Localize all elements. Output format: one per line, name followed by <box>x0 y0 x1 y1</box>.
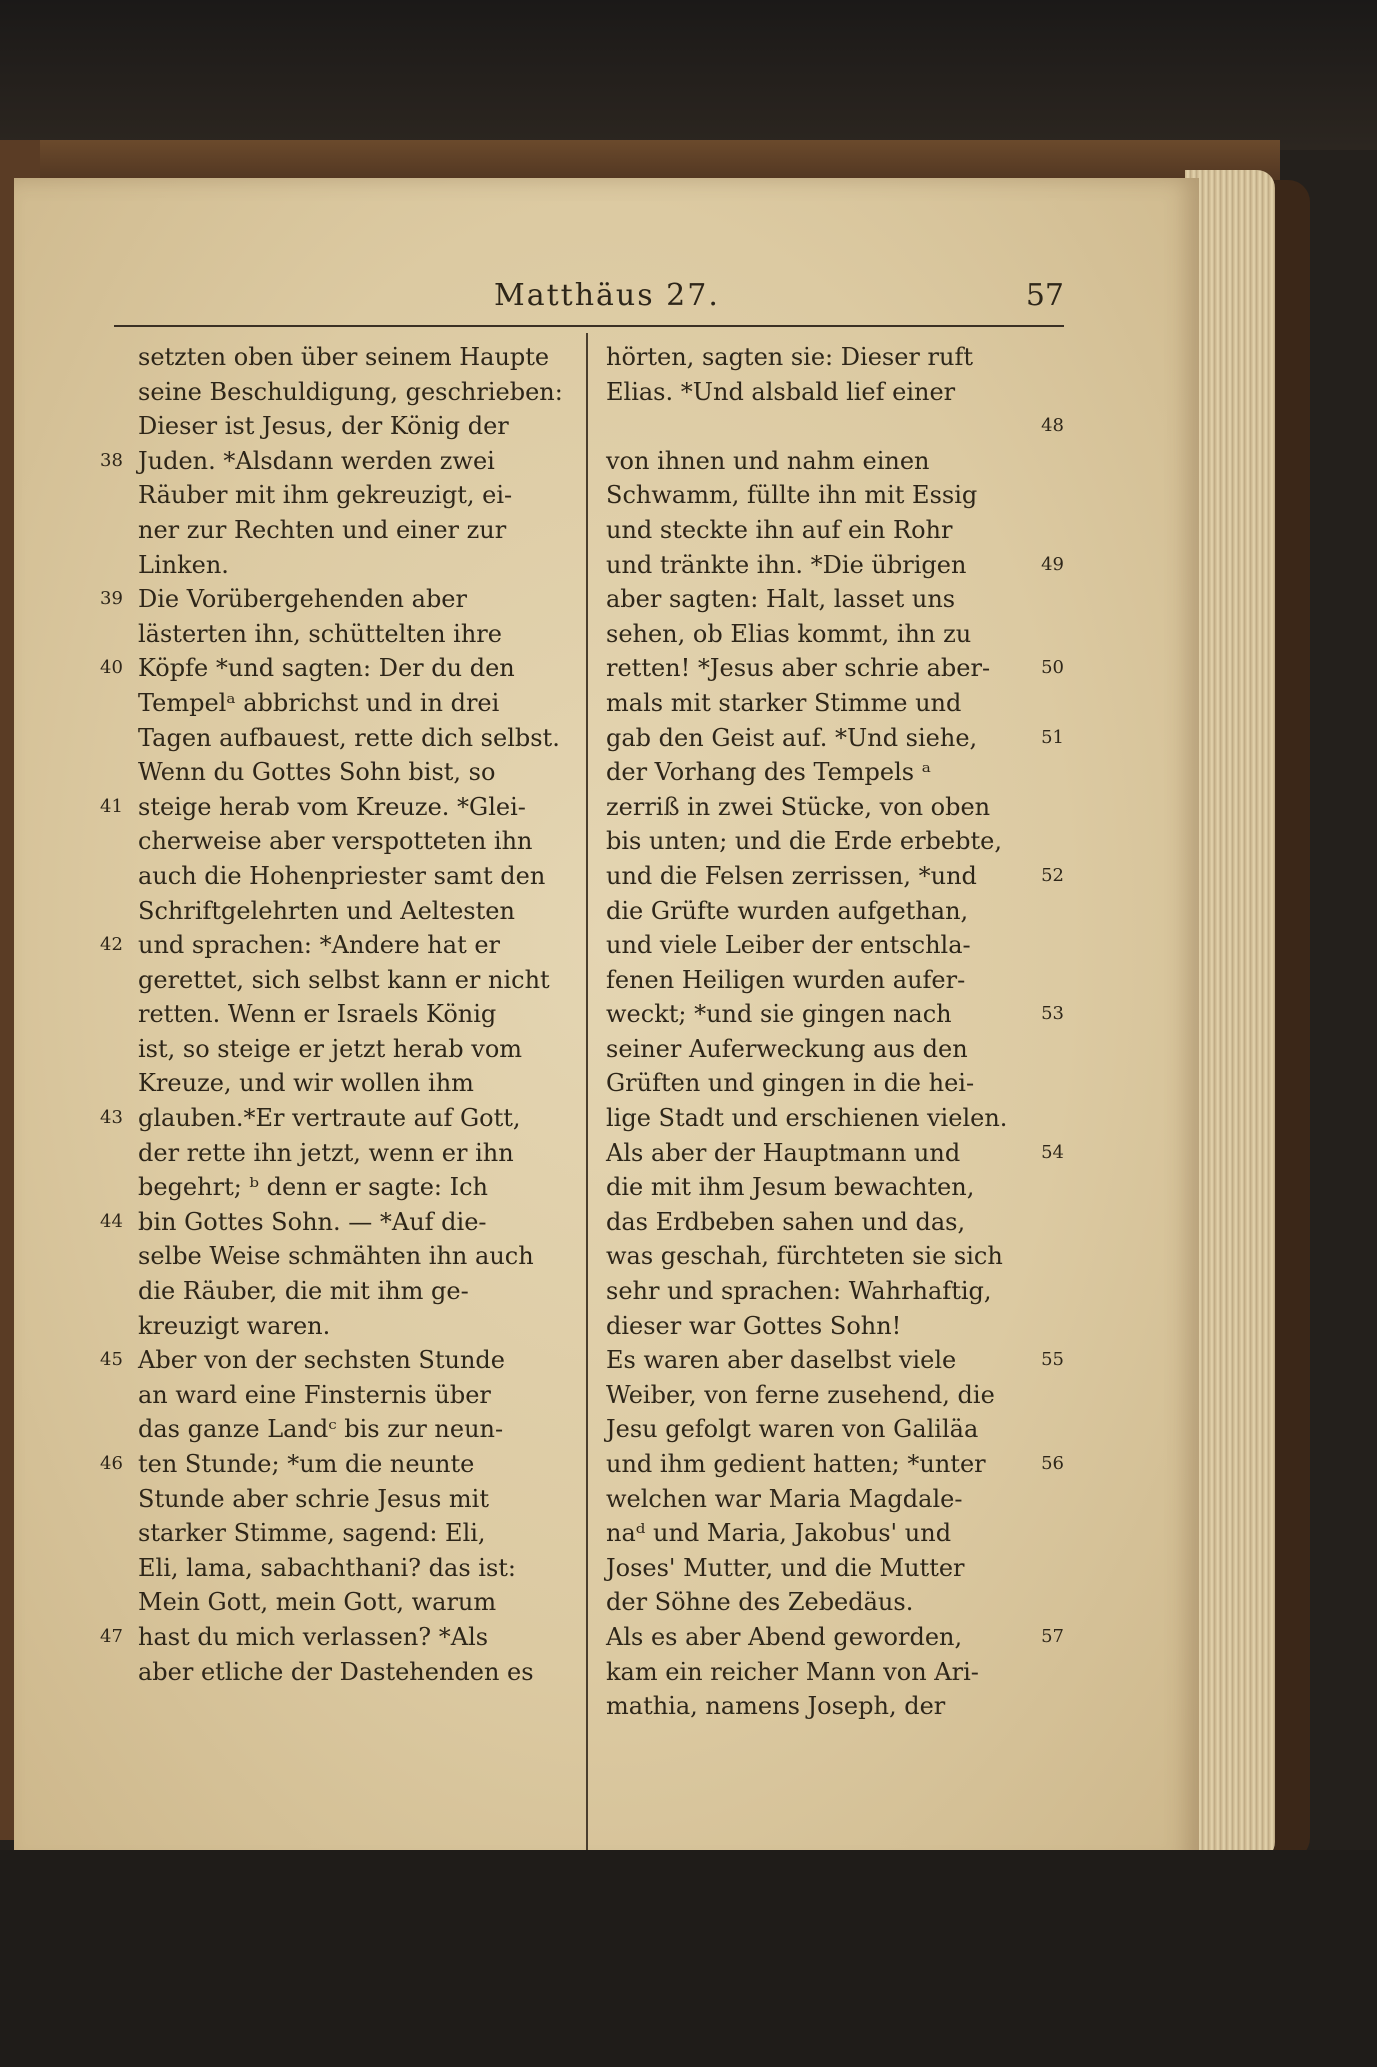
text-line <box>94 1101 584 1136</box>
text-line <box>94 1378 584 1413</box>
line-text: Tagen aufbauest, rette dich selbst. <box>138 723 560 752</box>
text-line <box>94 1447 584 1482</box>
line-text: fenen Heiligen wurden aufer- <box>606 965 966 994</box>
line-text: von ihnen und nahm einen <box>606 446 930 475</box>
line-text: starker Stimme, sagend: Eli, <box>138 1519 486 1548</box>
text-line <box>94 859 584 894</box>
line-text: hast du mich verlassen? *Als <box>138 1622 489 1651</box>
text-line <box>94 409 584 444</box>
verse-number: 56 <box>1041 1453 1064 1474</box>
line-text: Juden. *Alsdann werden zwei <box>138 446 495 475</box>
line-text: und die Felsen zerrissen, *und <box>606 861 977 890</box>
line-text: steige herab vom Kreuze. *Glei- <box>138 792 526 821</box>
text-line <box>94 513 584 548</box>
line-text: die Grüfte wurden aufgethan, <box>606 896 969 925</box>
line-text: Weiber, von ferne zusehend, die <box>606 1380 995 1409</box>
verse-number: 46 <box>100 1453 123 1474</box>
text-line <box>94 721 584 756</box>
verse-number: 40 <box>100 657 123 679</box>
line-text: Als aber der Hauptmann und <box>606 1138 961 1167</box>
text-line <box>594 859 1064 894</box>
verse-number: 41 <box>100 795 123 817</box>
line-text: und ihm gedient hatten; *unter <box>606 1450 986 1478</box>
text-line <box>94 651 584 686</box>
text-line <box>94 1551 584 1586</box>
line-text: aber etliche der Dastehenden es <box>138 1657 534 1686</box>
text-line <box>94 928 584 963</box>
line-text: kreuzigt waren. <box>138 1311 331 1340</box>
text-line <box>94 478 584 513</box>
verse-number: 53 <box>1041 1003 1064 1025</box>
text-line <box>94 340 584 375</box>
line-text: Dieser ist Jesus, der König der <box>138 412 509 441</box>
line-text: und steckte ihn auf ein Rohr <box>606 515 953 544</box>
line-text: ten Stunde; *um die neunte <box>138 1450 475 1478</box>
line-text: glauben.*Er vertraute auf Gott, <box>138 1104 521 1133</box>
line-text: kam ein reicher Mann von Ari- <box>606 1657 979 1686</box>
text-line <box>94 1412 584 1447</box>
verse-number: 47 <box>100 1625 123 1647</box>
line-text: Elias. *Und alsbald lief einer <box>606 377 956 406</box>
left-text-column <box>94 340 584 1895</box>
line-text: mathia, namens Joseph, der <box>606 1692 946 1721</box>
text-line <box>94 444 584 479</box>
text-line <box>94 1343 584 1378</box>
text-line <box>594 444 1064 479</box>
line-text: retten. Wenn er Israels König <box>138 1000 497 1029</box>
text-line <box>94 790 584 825</box>
text-line <box>594 1170 1064 1205</box>
text-line <box>594 1309 1064 1344</box>
line-text: weckt; *und sie gingen nach <box>606 1000 952 1029</box>
line-text: auch die Hohenpriester samt den <box>138 861 546 890</box>
text-line <box>94 1205 584 1240</box>
text-line <box>94 1585 584 1620</box>
text-line <box>94 963 584 998</box>
line-text: Grüften und gingen in die hei- <box>606 1069 975 1098</box>
verse-number: 51 <box>1041 726 1064 748</box>
text-line <box>594 617 1064 652</box>
line-text: dieser war Gottes Sohn! <box>606 1311 902 1340</box>
verse-number: 50 <box>1041 657 1064 679</box>
text-line <box>94 1066 584 1101</box>
text-line <box>594 1585 1064 1620</box>
line-text: selbe Weise schmähten ihn auch <box>138 1242 534 1271</box>
line-text: Mein Gott, mein Gott, warum <box>138 1588 497 1617</box>
line-text: aber sagten: Halt, lasset uns <box>606 585 956 614</box>
text-line <box>594 1205 1064 1240</box>
text-line <box>594 340 1064 375</box>
line-text: Schwamm, füllte ihn mit Essig <box>606 481 978 510</box>
text-line <box>594 1447 1064 1482</box>
text-line <box>594 997 1064 1032</box>
text-line <box>594 513 1064 548</box>
line-text: und tränkte ihn. *Die übrigen <box>606 550 967 579</box>
line-text: Als es aber Abend geworden, <box>606 1622 963 1651</box>
line-text: sehr und sprachen: Wahrhaftig, <box>606 1277 992 1306</box>
background <box>0 0 1377 150</box>
text-line <box>94 1482 584 1517</box>
line-text: Linken. <box>138 550 229 579</box>
line-text: lästerten ihn, schüttelten ihre <box>138 619 502 648</box>
text-line <box>594 894 1064 929</box>
line-text: begehrt; ᵇ denn er sagte: Ich <box>138 1173 488 1202</box>
line-text: der Söhne des Zebedäus. <box>606 1588 914 1617</box>
line-text: an ward eine Finsternis über <box>138 1380 491 1409</box>
verse-number: 43 <box>100 1107 123 1129</box>
line-text: Jesu gefolgt waren von Galiläa <box>606 1415 979 1444</box>
text-line <box>594 963 1064 998</box>
text-line <box>594 1620 1064 1655</box>
line-text: das Erdbeben sahen und das, <box>606 1207 966 1236</box>
line-text: Die Vorübergehenden aber <box>138 585 467 614</box>
line-text: seine Beschuldigung, geschrieben: <box>138 377 563 406</box>
text-line <box>594 375 1064 410</box>
line-text: Räuber mit ihm gekreuzigt, ei- <box>138 481 513 510</box>
text-line <box>94 582 584 617</box>
line-text: Aber von der sechsten Stunde <box>138 1346 505 1375</box>
text-line <box>94 548 584 583</box>
text-line <box>94 1655 584 1690</box>
text-line <box>594 928 1064 963</box>
running-head <box>114 278 1064 324</box>
line-text: Stunde aber schrie Jesus mit <box>138 1484 489 1513</box>
background-bottom <box>0 1850 1377 2067</box>
text-line <box>94 1620 584 1655</box>
text-line <box>594 824 1064 859</box>
text-line <box>594 1482 1064 1517</box>
line-text: cherweise aber verspotteten ihn <box>138 827 533 856</box>
verse-number: 45 <box>100 1349 123 1371</box>
verse-number: 38 <box>100 449 123 471</box>
line-text: seiner Auferweckung aus den <box>606 1034 968 1063</box>
text-line <box>94 686 584 721</box>
line-text: gerettet, sich selbst kann er nicht <box>138 965 550 994</box>
text-line <box>94 1170 584 1205</box>
verse-number: 57 <box>1041 1625 1064 1647</box>
line-text: ist, so steige er jetzt herab vom <box>138 1034 523 1063</box>
text-line <box>594 755 1064 790</box>
verse-number: 55 <box>1041 1349 1064 1371</box>
line-text: sehen, ob Elias kommt, ihn zu <box>606 619 972 648</box>
text-line <box>594 409 1064 444</box>
text-line <box>594 1516 1064 1551</box>
line-text: Tempelᵃ abbrichst und in drei <box>138 688 500 717</box>
text-line <box>594 1274 1064 1309</box>
line-text: die mit ihm Jesum bewachten, <box>606 1173 975 1202</box>
text-line <box>594 721 1064 756</box>
line-text: und viele Leiber der entschla- <box>606 931 971 960</box>
line-text: das ganze Landᶜ bis zur neun- <box>138 1415 504 1444</box>
line-text: bis unten; und die Erde erbebte, <box>606 827 1002 856</box>
text-line <box>94 375 584 410</box>
text-line <box>594 548 1064 583</box>
text-line <box>594 686 1064 721</box>
text-line <box>594 1551 1064 1586</box>
verse-number: 44 <box>100 1210 123 1232</box>
text-line <box>94 1136 584 1171</box>
verse-number: 48 <box>1041 415 1064 437</box>
line-text: setzten oben über seinem Haupte <box>138 343 550 371</box>
line-text: Wenn du Gottes Sohn bist, so <box>138 758 496 787</box>
line-text: Joses' Mutter, und die Mutter <box>606 1553 965 1582</box>
text-line <box>94 997 584 1032</box>
line-text: ner zur Rechten und einer zur <box>138 515 507 544</box>
line-text: die Räuber, die mit ihm ge- <box>138 1277 469 1306</box>
verse-number: 49 <box>1041 553 1064 575</box>
text-line <box>594 1689 1064 1724</box>
text-line <box>94 617 584 652</box>
line-text: zerriß in zwei Stücke, von oben <box>606 792 991 821</box>
line-text: lige Stadt und erschienen vielen. <box>606 1104 1008 1133</box>
text-line <box>94 824 584 859</box>
text-line <box>594 582 1064 617</box>
verse-number: 42 <box>100 934 123 956</box>
text-line <box>94 894 584 929</box>
text-line <box>594 790 1064 825</box>
text-line <box>94 1516 584 1551</box>
text-line <box>594 1343 1064 1378</box>
text-line <box>94 1274 584 1309</box>
line-text: Eli, lama, sabachthani? das ist: <box>138 1553 517 1582</box>
text-line <box>594 478 1064 513</box>
right-text-column <box>594 340 1064 1895</box>
line-text: bin Gottes Sohn. — *Auf die- <box>138 1207 487 1236</box>
page-number: 57 <box>1025 278 1064 313</box>
line-text: hörten, sagten sie: Dieser ruft <box>606 343 973 371</box>
line-text: gab den Geist auf. *Und siehe, <box>606 723 978 752</box>
line-text: Kreuze, und wir wollen ihm <box>138 1069 474 1098</box>
text-line <box>594 1239 1064 1274</box>
line-text: der rette ihn jetzt, wenn er ihn <box>138 1138 514 1167</box>
text-line <box>94 1309 584 1344</box>
text-line <box>594 1655 1064 1690</box>
book-page <box>14 178 1199 1868</box>
line-text: und sprachen: *Andere hat er <box>138 931 501 960</box>
verse-number: 52 <box>1041 864 1064 886</box>
line-text: der Vorhang des Tempels ᵃ <box>606 758 931 787</box>
line-text: welchen war Maria Magdale- <box>606 1484 963 1513</box>
header-rule <box>114 325 1064 327</box>
line-text: retten! *Jesus aber schrie aber- <box>606 654 991 683</box>
column-divider <box>586 333 588 1888</box>
page-title: Matthäus 27. <box>494 278 720 313</box>
verse-number: 54 <box>1041 1141 1064 1163</box>
text-line <box>594 1136 1064 1171</box>
text-line <box>94 1032 584 1067</box>
text-line <box>594 1101 1064 1136</box>
line-text: mals mit starker Stimme und <box>606 688 962 717</box>
text-line <box>94 1239 584 1274</box>
text-line <box>594 1066 1064 1101</box>
text-line <box>594 651 1064 686</box>
text-line <box>594 1032 1064 1067</box>
line-text: was geschah, fürchteten sie sich <box>606 1242 1003 1271</box>
line-text: Es waren aber daselbst viele <box>606 1346 957 1375</box>
text-line <box>594 1412 1064 1447</box>
text-line <box>94 755 584 790</box>
line-text: naᵈ und Maria, Jakobus' und <box>606 1519 952 1548</box>
text-line <box>594 1378 1064 1413</box>
verse-number: 39 <box>100 588 123 610</box>
line-text: Schriftgelehrten und Aeltesten <box>138 896 515 925</box>
line-text: Köpfe *und sagten: Der du den <box>138 654 515 683</box>
